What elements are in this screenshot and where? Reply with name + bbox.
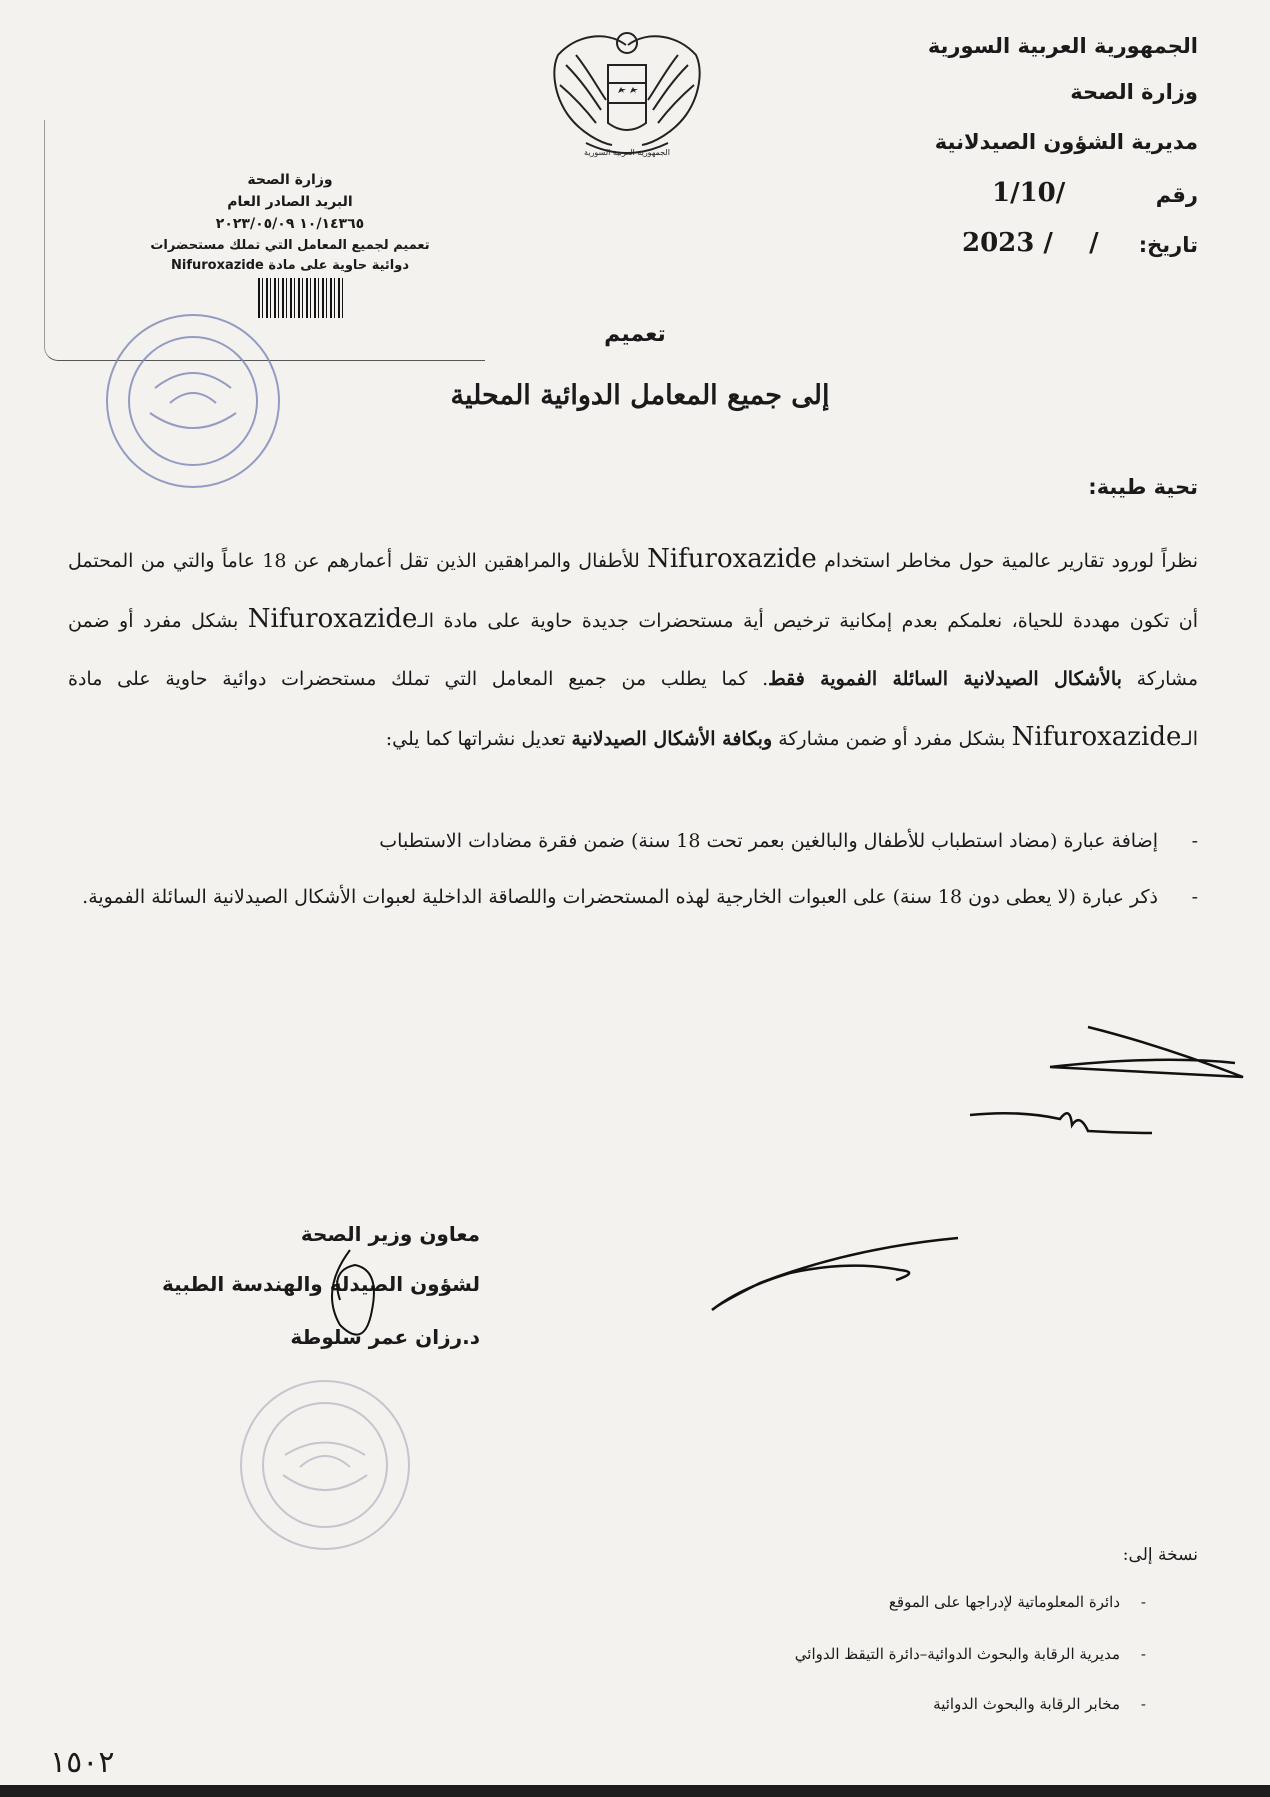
cc-item: - دائرة المعلوماتية لإدراجها على الموقع [888, 1593, 1146, 1611]
body-text-4: . كما يطلب من جميع المعامل التي تملك مستحضرات دوائية حاوية على مادة الـ [68, 668, 1198, 750]
circular-title: تعميم [604, 322, 666, 347]
sticker-ministry: وزارة الصحة [247, 172, 333, 188]
signature-icon [700, 1228, 980, 1318]
body-text-1: نظراً لورود تقارير عالمية حول مخاطر استخدام [824, 550, 1198, 572]
drug-name: Nifuroxazide [247, 604, 418, 634]
round-stamp-icon [100, 308, 286, 494]
bottom-edge [0, 1785, 1270, 1797]
signatory-title: معاون وزير الصحة [300, 1222, 480, 1246]
cc-item: - مخابر الرقابة والبحوث الدوائية [933, 1695, 1146, 1713]
number-value: 1/10/ [992, 178, 1066, 208]
number-label: رقم [1155, 183, 1198, 207]
bullet-item: - إضافة عبارة (مضاد استطباب للأطفال والبالغين بعمر تحت 18 سنة) ضمن فقرة مضادات الاستطباب [379, 830, 1198, 852]
drug-name: Nifuroxazide [1011, 722, 1182, 752]
body-bold-1: بالأشكال الصيدلانية السائلة الفموية فقط [768, 668, 1122, 690]
body-text-2: للأطفال والمراهقين الذين تقل أعمارهم عن 18 عاماً والتي من المحتمل أن تكون مهددة للحياة، نعلمكم بعدم إمكانية ترخيص أية مستحضرات جديدة حاوية على مادة الـ [68, 550, 1198, 632]
date-label: تاريخ: [1138, 233, 1198, 257]
greeting: تحية طيبة: [1088, 475, 1198, 499]
cc-label: نسخة إلى: [1122, 1545, 1198, 1565]
signatory-dept: لشؤون الصيدلة والهندسة الطبية [161, 1272, 480, 1296]
sticker-subject-2: دوائية حاوية على مادة Nifuroxazide [170, 258, 409, 273]
bullet-list [68, 813, 1198, 925]
date-value: 2023 / / [962, 228, 1099, 258]
signatory-name: د.رزان عمر سلوطة [290, 1325, 480, 1349]
body-bold-2: وبكافة الأشكال الصيدلانية [571, 728, 773, 750]
emblem-caption: الجمهورية العربية السورية [584, 148, 670, 157]
recipient: إلى جميع المعامل الدوائية المحلية [450, 380, 830, 411]
header-ministry: وزارة الصحة [1070, 80, 1198, 104]
page-number: ١٥٠٢ [50, 1745, 115, 1780]
body-paragraph [68, 530, 1198, 768]
round-stamp-icon [235, 1375, 415, 1555]
eagle-emblem-icon [546, 25, 708, 165]
signature-loop-icon [310, 1230, 430, 1350]
sticker-subject-1: تعميم لجميع المعامل التي تملك مستحضرات [150, 238, 430, 253]
sticker-mail: البريد الصادر العام [227, 194, 353, 210]
cc-item: - مديرية الرقابة والبحوث الدوائية–دائرة التيقظ الدوائي [794, 1645, 1146, 1663]
handwritten-initials-icon [960, 1015, 1250, 1165]
body-text-6: تعديل نشراتها كما يلي: [385, 728, 566, 750]
header-directorate: مديرية الشؤون الصيدلانية [934, 130, 1198, 154]
bullet-item: - ذكر عبارة (لا يعطى دون 18 سنة) على العبوات الخارجية لهذه المستحضرات واللصاقة الداخلية لعبوات الأشكال الصيدلانية السائلة الفموية. [82, 886, 1198, 908]
sticker-ref: ١٠/١٤٣٦٥ ٢٠٢٣/٠٥/٠٩ [215, 216, 365, 232]
header-country: الجمهورية العربية السورية [927, 34, 1198, 58]
body-text-3: بشكل مفرد أو ضمن مشاركة [68, 610, 1198, 690]
body-text-5: بشكل مفرد أو ضمن مشاركة [778, 728, 1006, 750]
drug-name: Nifuroxazide [647, 544, 817, 574]
